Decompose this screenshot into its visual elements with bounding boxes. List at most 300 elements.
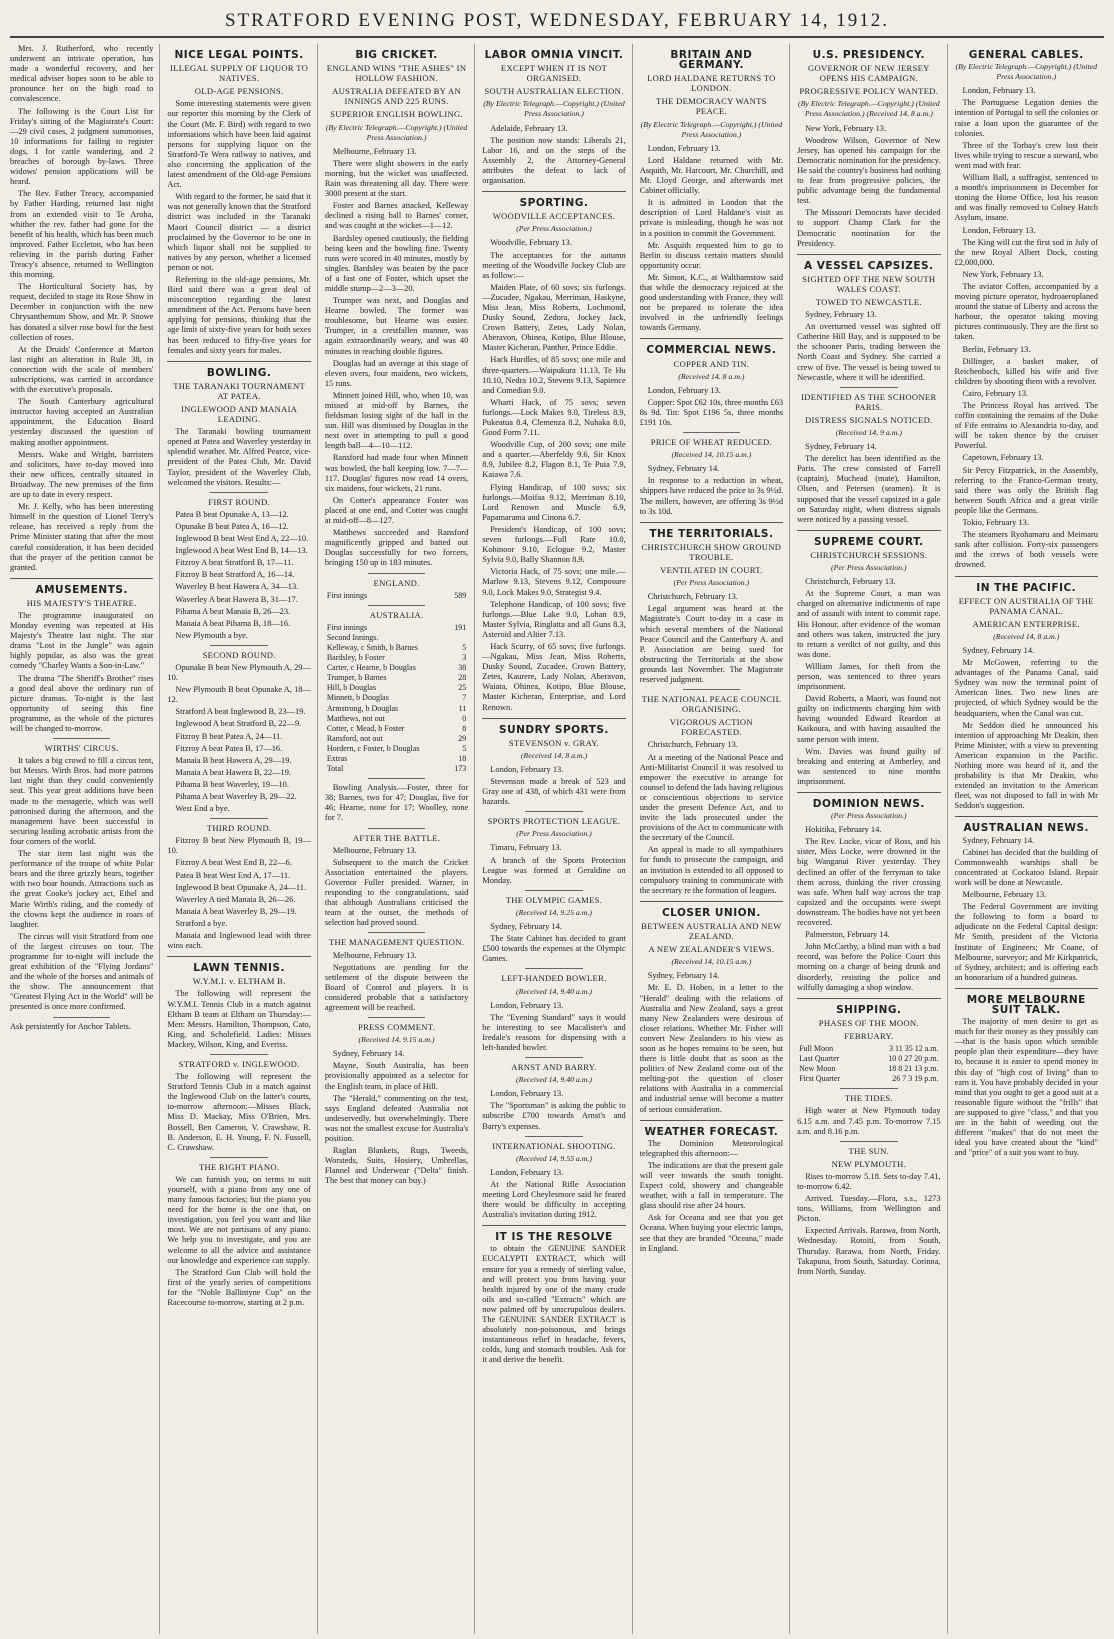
sub-heading: AUSTRALIA DEFEATED BY AN INNINGS AND 225 RUNS. [332,86,461,107]
sub-heading: ARNST AND BARRY. [511,1062,597,1073]
result-line: Fitzroy B beat Patea A, 24—11. [175,731,283,741]
table-row [325,633,468,643]
table-row [325,623,468,633]
article-paragraph: London, February 13. [647,385,721,395]
article-paragraph: Foster and Barnes attacked, Kelleway declined a rising ball to Barnes' corner, and was caught at the wicket—1—12. [324,201,469,231]
sub-heading: THE MANAGEMENT QUESTION. [328,937,465,948]
article-paragraph: Wharti Hack, of 75 sovs; seven furlongs.—Lock Makes 9.0, Tireless 8.9, Pukeatua 8.4, Clemenza 8.2, Nuhaka 8.0, Good Form 7.11. [482,397,626,438]
article-paragraph: On Cotter's appearance Foster was placed at one end, and Cotter was caught at mid-off—8—127. [324,495,469,526]
section-rule [797,792,940,793]
short-rule [53,1017,110,1018]
article-paragraph: The "Herald," commenting on the test, says England defeated Australia not undeservedly, but overwhelmingly. There was not the smallest excuse for Australia's position. [324,1093,469,1143]
dateline-credit: (By Electric Telegraph.—Copyright.) (United Press Association.) (Received 14, 8 a.m.) [798,99,940,119]
article-paragraph: The drama "The Sheriff's Brother" rises a good deal above the ordinary run of picture dramas. To-night is the last opportunity of seeing this fine programme, as the whole of the pictures will be changed to-morrow. [10,673,154,733]
section-rule [797,254,940,255]
sub-heading: PHASES OF THE MOON. [818,1017,919,1028]
table-cell: 11 [458,703,467,713]
result-line: Manaia A beat Hawera B, 22—19. [175,767,292,777]
table-cell: 3 [462,653,467,663]
article-paragraph: Berlin, February 13. [962,344,1031,354]
table-cell: Cotter, c Mead, b Foster [326,723,405,733]
result-line: Fitzroy B beat Stratford A, 16—14. [175,570,295,580]
section-heading: GENERAL CABLES. [968,49,1084,61]
short-rule [525,1057,582,1058]
table-row [325,663,468,673]
article-paragraph: New York, February 13. [962,269,1044,279]
result-line: Opunake B beat New Plymouth A, 29—10. [167,662,311,683]
section-rule [797,530,940,531]
sub-heading: CHRISTCHURCH SHOW GROUND TROUBLE. [641,541,782,562]
column-7 [955,44,1104,1634]
sub-heading: ENGLAND WINS "THE ASHES" IN HOLLOW FASHION. [326,63,467,84]
article-paragraph: Woodville, February 13. [490,238,572,248]
article-paragraph: The following is the Court List for Friday's sitting of the Magistrate's Court:—29 civil cases, 2 judgment summonses, 10 informations for failing to register dogs, 1 for cattle wandering, and 2 breaches of borough by-laws. Three widows' pension applications will be heard. [10,106,154,187]
sub-heading: PROGRESSIVE POLICY WANTED. [799,86,939,97]
table-row [797,1074,940,1084]
score-table [797,1044,940,1084]
sub-heading: THE TIDES. [844,1093,893,1104]
table-row [325,714,468,724]
result-line: Fitzroy B beat New Plymouth B, 19—10. [167,836,311,856]
article-paragraph: Flying Handicap, of 100 sovs; six furlongs.—Moifaa 9.12, Merriman 8.10, Lord Renown and Muscle 6.9, Papamarama and Cinona 6.7. [482,482,626,522]
sub-heading: SUPERIOR ENGLISH BOWLING. [330,109,463,120]
article-paragraph: Raglan Blankets, Rugs, Tweeds, Worsteds, Suits, Hosiery, Umbrellas, Flannel and Underwear ("Delta" finish. The best that money can buy.) [324,1146,469,1186]
dateline-credit: (By Electric Telegraph.—Copyright.) (United Press Association.) [955,62,1098,82]
article-paragraph: Matthews succeeded and Ransford magnificently gripped and batted out Douglas successfully for two forcers, bringing 150 up in 183 minutes. [324,528,469,568]
section-rule [482,191,625,192]
article-paragraph: Christchurch, February 13. [805,577,896,587]
article-paragraph: Some interesting statements were given our reporter this morning by the Clerk of the Court (Mr. F. Bird) with regard to two informations which have been laid against persons for supplying liquor on the Stratford-Te Wera railway to natives, and also concerning the application of the latest amendment of the Old-age Pensions Act. [167,99,311,190]
sub-heading: THE RIGHT PIANO. [198,1161,280,1172]
article-paragraph: The Princess Royal has arrived. The coffin containing the remains of the Duke of Fife entrains to Alexandria to-day, and will be taken thence by the cruiser Powerful. [954,401,1098,451]
short-rule [683,432,740,433]
sub-heading: CHRISTCHURCH SESSIONS. [810,549,928,560]
section-heading: SUNDRY SPORTS. [499,723,609,736]
article-paragraph: Ransford had made four when Minnett was bowled, the ball keeping low. 7—7—117. Douglas' figures now read 14 overs, six maidens, four wickets, 21 runs. [324,453,469,493]
table-cell: Hordern, c Foster, b Douglas [326,743,420,753]
article-paragraph: Sir Percy Fitzpatrick, in the Assembly, referring to the Franco-German treaty, said there was only the British flag between South Africa and a great virile people like the Germans. [954,465,1098,515]
sub-heading: IDENTIFIED AS THE SCHOONER PARIS. [801,391,937,412]
sub-heading: THE TARANAKI TOURNAMENT AT PATEA. [173,380,306,401]
sub-heading: DISTRESS SIGNALS NOTICED. [805,414,933,425]
article-paragraph: Palmerston, February 14. [805,930,890,940]
article-paragraph: Mr. E. D. Hoben, in a letter to the "Herald" dealing with the relations of Australia and New Zealand, says a great many New Zealanders were desirous of closer relations. Whether Mr. Fisher will convert New Zealanders to his view as soon as he hopes remains to be seen, but there is little doubt that as soon as the politics of New Zealand come out of the melting-pot the question of closer relations with Australia in a commercial and industrial sense will become a matter of serious consideration. [639,983,784,1114]
result-line: Pihama A beat Waverley B, 29—22. [175,792,297,801]
table-cell: First Quarter [799,1074,841,1084]
article-paragraph: William Ball, a suffragist, sentenced to a month's imprisonment in December for stoning the Home Office, lost his reason and was finally removed to Colney Hatch Asylum, insane. [954,173,1098,223]
article-paragraph: An appeal is made to all sympathisers for funds to prosecute the campaign, and an invitation is extended to all opposed to compulsory training to communicate with the secretary re the formation of leagues. [639,845,784,895]
table-cell: 25 [458,683,467,693]
article-paragraph: The star item last night was the performance of the troupe of white Polar bears and the three grizzly bears, together with two boar hounds. Attractions such as the great Cooke's jockey act, Ethel and Marie Wirth's riding, and the comedy of the clowns kept the audience in roars of laughter. [10,849,154,929]
result-line: Stratford A beat Inglewood B, 23—19. [175,707,306,717]
section-heading: MORE MELBOURNE SUIT TALK. [966,993,1086,1016]
article-paragraph: Rises to-morrow 5.18. Sets to-day 7.41, to-morrow 6.42. [797,1171,941,1191]
article-paragraph: The State Cabinet has decided to grant £500 towards the expenses at the Olympic Games. [482,934,626,964]
sub-heading: WOODVILLE ACCEPTANCES. [492,211,616,222]
sub-heading: THE SUN. [848,1145,890,1156]
article-paragraph: The Rev. Locke, vicar of Ross, and his sister, Miss Locke, were drowned in the big Wanganui River yesterday. They declined an offer of the ferryman to take them across, thinking the river crossing was safe. When half way across the trap capsized and the occupants were swept downstream. The bodies have not yet been recovered. [797,837,941,928]
article-paragraph: Mr. Simon, K.C., at Walthamstow said that while the democracy rejoiced at the good understanding with France, they will not be prepared to tolerate the idea involved in the unfriendly feelings towards Germany. [639,272,784,333]
article-paragraph: Mrs. J. Rutherford, who recently underwent an intricate operation, has made a wonderful recovery, and her medical adviser hopes soon to be able to pronounce her on the high road to convalescence. [10,44,154,104]
result-line: Manaia and Inglewood lead with three wins each. [167,931,311,951]
dateline-credit: (By Electric Telegraph.—Copyright.) (United Press Association.) [640,119,783,139]
article-paragraph: London, February 13. [490,1089,564,1099]
table-cell: Matthews, not out [326,713,385,723]
article-paragraph: David Roberts, a Maori, was found not guilty on indictments charging him with having wounded Edward Reardon at Kaikoura, and with having assaulted the same person with intent. [797,694,941,744]
article-paragraph: London, February 13. [490,1167,564,1177]
table-cell: First innings [326,622,368,632]
article-paragraph: Sydney, February 14. [962,645,1035,655]
article-paragraph: Hokitika, February 14. [805,825,882,835]
table-cell: Full Moon [799,1043,834,1053]
dateline-credit: (Received 14, 9 a.m.) [835,428,902,437]
result-line: Manaia A beat Pihama B, 18—16. [175,618,291,628]
sub-heading: FEBRUARY. [844,1030,894,1041]
article-paragraph: Woodrow Wilson, Governor of New Jersey, has opened his campaign for the Democratic nomination for the presidency. He said the country's business had nothing to fear from progressive policies, the public advantage being the fundamental test. [797,135,941,206]
sub-heading: COPPER AND TIN. [673,358,750,369]
article-paragraph: The acceptances for the autumn meeting of the Woodville Jockey Club are as follow:— [482,250,626,280]
article-paragraph: London, February 13. [647,143,721,153]
short-rule [840,387,897,388]
score-table [325,623,468,774]
article-paragraph: Three of the Torbay's crew lost their lives while trying to rescue a steward, who went mad with fear. [954,140,1098,170]
sub-heading: NEW PLYMOUTH. [831,1158,907,1169]
short-rule [210,645,267,646]
column-6 [797,44,947,1634]
article-paragraph: Legal argument was heard at the Magistrate's Court to-day in a case in which several members of the National Peace Council and the Canterbury A. and P. Association are being sued for obstructing the Territorials at the show grounds last November. The Magistrate reserved judgment. [639,604,784,684]
column-1 [10,44,160,1634]
sub-heading: EXCEPT WHEN IT IS NOT ORGANISED. [500,63,608,84]
short-rule [525,968,582,969]
section-heading: IN THE PACIFIC. [976,581,1077,594]
sub-heading: TOWED TO NEWCASTLE. [815,296,922,307]
section-rule [640,522,783,523]
table-row [325,704,468,714]
table-cell: Kelleway, c Smith, b Barnes [326,642,418,652]
sub-heading: LEFT-HANDED BOWLER. [501,973,607,984]
dateline-credit: (By Electric Telegraph.—Copyright.) (United Press Association.) [483,99,625,119]
article-paragraph: The position now stands: Liberals 21, Labor 16, and on the steps of the Assembly 2, the Attorney-General attributes the defeat to lack of organisation. [482,135,626,186]
article-paragraph: The "Evening Standard" says it would be interesting to see Macalister's and Iredale's reasons for dispensing with a left-handed bowler. [482,1012,626,1052]
dateline-credit: (Received 14, 9.40 a.m.) [515,986,592,996]
article-paragraph: Christchurch, February 13. [647,740,738,750]
result-line: Opunake B beat Patea A, 16—12. [175,521,289,531]
article-paragraph: Tokio, February 13. [962,518,1029,528]
article-paragraph: London, February 13. [490,764,564,774]
sub-heading: INTERNATIONAL SHOOTING. [492,1140,616,1151]
short-rule [525,890,582,891]
table-cell: Armstrong, b Douglas [326,703,399,713]
table-row [325,643,468,653]
section-rule [167,361,310,362]
table-cell: 173 [454,764,467,774]
article-paragraph: High water at New Plymouth today 6.15 a.m. and 7.45 p.m. To-morrow 7.15 a.m. and 8.16 p.m. [797,1106,941,1136]
short-rule [368,932,425,933]
section-heading: WEATHER FORECAST. [644,1125,779,1138]
sub-heading: STRATFORD v. INGLEWOOD. [178,1058,300,1069]
result-line: Manaia B beat Hawera A, 29—19. [175,755,292,765]
sub-heading: PRESS COMMENT. [358,1022,436,1033]
dateline-credit: (Per Press Association.) [831,563,907,573]
short-rule [210,492,267,493]
short-rule [368,828,425,829]
article-paragraph: Adelaide, February 13. [490,123,568,133]
sub-heading: THE DEMOCRACY WANTS PEACE. [656,96,767,117]
sub-heading: FIRST ROUND. [208,496,270,507]
result-line: Waverley A tied Manaia B, 26—26. [175,894,296,904]
article-paragraph: Melbourne, February 13. [332,950,417,960]
article-paragraph: The Horticultural Society has, by request, decided to stage its Rose Show in December in conjunction with the new Chrysanthemum Show, and Mr. P. Snowe has donated a silver rose bowl for the best collection of roses. [10,282,154,342]
result-line: Waverley A beat Hawera B, 31—17. [175,594,298,604]
dateline-credit: (Received 14, 8 a.m.) [678,371,745,381]
article-paragraph: At a meeting of the National Peace and Anti-Militarist Council it was resolved to empower the executive to arrange for counsel to defend the lads having religious or conscientious objections to service under the present Defence Act, and to invite the lads prosecuted under the provisions of the Act to communicate with the secretary of the Council. [639,752,784,843]
article-paragraph: Sydney, February 14. [647,464,720,474]
dateline-credit: (Per Press Association.) [516,224,592,234]
section-heading: THE TERRITORIALS. [649,527,774,540]
table-cell: Last Quarter [799,1054,840,1064]
sub-heading: VIGOROUS ACTION FORECASTED. [669,717,753,738]
article-paragraph: Sydney, February 13. [805,310,877,320]
section-rule [167,956,310,957]
table-row [797,1044,940,1054]
article-paragraph: to obtain the GENUINE SANDER EUCALYPTI EXTRACT, which will ensure for you a remedy of sterling value, and will protect you from having your health injured by one of the many crude oils and so-called "Extracts" which are now palmed off by unscrupulous dealers. The GENUINE SANDER EXTRACT is absolutely non-poisonous, and brings instantaneous relief in headache, fevers, colds, lung and stomach troubles. Ask for it and derive the benefit. [482,1244,626,1365]
article-paragraph: The Dominion Meteorological telegraphed this afternoon:— [639,1138,784,1158]
sub-heading: W.Y.M.I. v. ELTHAM B. [192,976,286,987]
article-paragraph: It takes a big crowd to fill a circus tent, but Messrs. Wirth Bros. had more patrons last night than they could conveniently seat. This year great additions have been made to the menagerie, which was well patronised during the afternoon, and the management have been successful in securing leading acrobatic artists from the four corners of the world. [10,756,154,846]
article-paragraph: Referring to the old-age pensions, Mr. Bird said there was a great deal of misconception regarding the latest amendment of the Act. Persons have been applying for pensions, thinking that the age limit of sixty-five years for both sexes has been reduced to fifty-five years for females and sixty years for males. [167,274,311,355]
table-cell: 26 7 3 19 p.m. [892,1074,939,1084]
table-row [325,754,468,764]
section-rule [482,718,625,719]
article-paragraph: The Stratford Gun Club will hold the first of the yearly series of competitions for the "Noble Ballintyne Cup" on the Racecourse to-morrow, starting at 2 p.m. [167,1267,311,1308]
table-row [325,673,468,683]
table-row [325,683,468,693]
sub-heading: THIRD ROUND. [206,823,272,834]
table-row [325,734,468,744]
article-paragraph: Stevenson made a break of 523 and Gray one of 438, of which 431 were from hazards. [482,777,626,807]
section-heading: U.S. PRESIDENCY. [812,49,926,61]
column-4 [482,44,632,1634]
article-paragraph: The Rev. Father Treacy, accompanied by Father Harding, returned last night from an extended visit to Te Aroha, whither the rev. father had gone for the benefit of his health, which has been much improved. Father Eccleton, who has been relieving in the parish during Father Treacy's absence, returned to Wellington this morning. [10,189,154,280]
article-paragraph: Ask for Oceana and see that you get Oceana. When buying your electric lamps, see that they are branded "Oceana," made in England. [639,1213,784,1253]
section-heading: SHIPPING. [836,1003,902,1016]
section-heading: COMMERCIAL NEWS. [646,344,777,357]
sub-heading: HIS MAJESTY'S THEATRE. [26,597,137,608]
dateline-credit: (Received 14, 8 a.m.) [520,750,588,760]
article-paragraph: Christchurch, February 13. [647,592,738,602]
table-cell: First innings [326,590,368,600]
section-rule [955,816,1098,817]
sub-heading: BETWEEN AUSTRALIA AND NEW ZEALAND. [641,920,782,942]
article-paragraph: London, February 13. [490,1000,564,1010]
article-paragraph: Mr. Asquith requested him to go to Berlin to discuss certain matters should opportunity occur. [639,240,784,270]
table-cell: 191 [454,622,467,632]
article-paragraph: London, February 13. [962,225,1036,235]
article-paragraph: The King will cut the first sod in July of the new Royal Albert Dock, costing £2,000,000. [954,237,1098,267]
result-line: Waverley B beat Hawera A, 34—13. [175,582,299,592]
result-line: Manaia A beat Waverley B, 29—19. [175,906,297,916]
dateline-credit: (Per Press Association.) [516,829,592,839]
result-line: Pihama A beat Manaia B, 26—23. [175,606,291,616]
dateline-credit: (By Electric Telegraph.—Copyright.) (United Press Association.) [325,122,468,142]
table-cell: Trumper, b Barnes [326,673,387,683]
table-cell: 7 [462,693,467,703]
short-rule [53,738,110,739]
short-rule [210,818,267,819]
article-paragraph: Bardsley opened cautiously, the fielding being keen and the bowling fine. Twenty runs were scored in 40 minutes, mostly by singles. Bardsley was beaten by the pace of a fast one of Foster, which upset the middle stump—2—3—20. [324,233,469,293]
table-row [325,744,468,754]
article-paragraph: Copper: Spot £62 10s, three months £63 8s 9d. Tin: Spot £196 5s, three months £191 10s. [639,397,784,427]
table-cell: 18 8 21 13 p.m. [888,1064,939,1074]
result-line: Inglewood A beat West End B, 14—13. [175,546,308,556]
result-line: West End a bye. [175,804,230,814]
article-paragraph: Arrived. Tuesday.—Flora, s.s., 1273 tons, Williams, from Wellington and Picton. [797,1194,941,1224]
sub-heading: INGLEWOOD AND MANAIA LEADING. [180,404,298,425]
article-paragraph: President's Handicap, of 100 sovs; seven furlongs.—Full Rate 10.0, Kohinoor 9.10, Eclogue 9.2, Master Sylvia 9.0, Bally Shannon 8.9. [482,524,626,565]
section-rule [482,1225,625,1226]
masthead: STRATFORD EVENING POST, WEDNESDAY, FEBRUARY 14, 1912. [10,6,1104,38]
article-paragraph: London, February 13. [962,86,1036,96]
sub-heading: GOVERNOR OF NEW JERSEY OPENS HIS CAMPAIGN. [807,63,930,84]
short-rule [683,689,740,690]
result-line: Pihama B beat Waverley, 19—10. [175,779,289,789]
short-rule [210,1054,267,1055]
article-paragraph: Timaru, February 13. [490,843,562,853]
article-paragraph: The derelict has been identified as the Paris. The crew consisted of Farrell (captain), Muchead (mate), Hamilton, Olsen, and Petersen (seamen). It is supposed that the vessel capsized in a gale on Saturday night, when distress signals were noticed by a passing vessel. [797,454,941,524]
dateline-credit: (Received 14, 9.55 a.m.) [515,1153,592,1163]
article-paragraph: The programme inaugurated on Monday evening was repeated at His Majesty's Theatre last night. The star drama "Lost in the Jungle" was again highly popular, as also was the great comedy "Charley Wants a Son-in-Law." [10,610,154,671]
article-paragraph: In response to a reduction in wheat, shippers have reduced the price to 3s 9½d. The millers, however, are offering 3s 9½d to 3s 10d. [639,476,784,516]
sub-heading: PRICE OF WHEAT REDUCED. [650,437,772,448]
article-paragraph: We can furnish you, on terms to suit yourself, with a piano from any one of many famous factories; but the piano you need for the home is the one that, on investigation, you feel you want and like most. We are not partisans of any piano. We help you to investigate, and you are welcome to all the advice and assistance our knowledge and experience can supply. [167,1174,311,1265]
result-line: Inglewood A beat Stratford B, 22—9. [175,719,302,729]
sub-heading: AMERICAN ENTERPRISE. [972,618,1080,629]
article-paragraph: Trumper was next, and Douglas and Hearne bowled. The former was troublesome, but Hearne was easier. Trumper, in a crestfallen manner, was again extraordinarily weary, and was 40 minutes in reaching double figures. [324,296,469,356]
table-cell: Minnett, b Douglas [326,693,389,703]
article-paragraph: Sydney, February 14. [490,922,562,932]
table-cell: 18 [458,754,467,763]
section-heading: A VESSEL CAPSIZES. [804,259,934,272]
article-paragraph: Negotiations are pending for the settlement of the dispute between the Board of Control and players. It is considered probable that a satisfactory agreement will be reached. [324,962,469,1012]
article-paragraph: The Taranaki bowling tournament opened at Patea and Waverley yesterday in splendid weather. Mr. Alfred Pearce, vice-president of the Patea Club, Mr. David Taylor, president of the Waverley Club, welcomed the visitors. Results:— [167,427,311,487]
dateline-credit: (Per Press Association.) [673,578,750,588]
section-rule [955,576,1098,577]
article-paragraph: Wm. Davies was found guilty of breaking and entering at Amberley, and was sentenced to nine months imprisonment. [797,746,941,786]
article-paragraph: John McCarthy, a blind man with a bad record, was before the Police Court this morning on a charge of being drunk and disorderly, resisting the police and wilfully damaging a shop window. [797,942,941,992]
sub-heading: WIRTHS' CIRCUS. [44,743,119,754]
sub-heading: SIGHTED OFF THE NEW SOUTH WALES COAST. [802,273,936,294]
article-paragraph: Hack Scurry, of 65 sovs; five furlongs.—Ngakau, Miss Jean, Miss Roberts, Dusky Sound, Zucadee, Crown Battery, Zetes, Kaurere, Lady Nolan, Aberavon, Waiata, Ohinea, Kotipo, Blue Blouse, Master Kicheran, Enterprise, and Lord Renown. [482,641,626,712]
dateline-credit: (Received 14, 10.15 a.m.) [671,450,752,460]
section-heading: BOWLING. [206,366,272,379]
dateline-credit: (Received 14, 8 a.m.) [993,631,1060,641]
short-rule [525,811,582,812]
sub-heading: ENGLAND. [373,577,420,588]
section-heading: CLOSER UNION. [661,906,761,919]
column-2 [167,44,317,1634]
article-paragraph: There were slight showers in the early morning, but the wicket was unaffected. Rain was threatening all day. There were 3000 present at the start. [324,158,469,199]
result-line: Stratford a bye. [175,918,228,928]
article-paragraph: The indications are that the present gale will veer towards the south tonight. Expect cold, showery and changeable weather, with a fall in temperature. The glass should rise after 24 hours. [639,1160,784,1211]
article-paragraph: Mayne, South Australia, has been provisionally appointed as a selector for the English team, in place of Hill. [324,1061,469,1091]
short-rule [210,1157,267,1158]
result-line: Patea B beat Opunake A, 13—12. [175,509,289,519]
article-paragraph: Telephone Handicap, of 100 sovs; five furlongs.—Blue Lake 9.0, Lohan 8.9, Master Sylvia, Ringlatta and all Guns 8.3, Asteroid and Altier 7.13. [482,599,626,639]
sub-heading: SPORTS PROTECTION LEAGUE. [487,816,621,827]
sub-heading: ILLEGAL SUPPLY OF LIQUOR TO NATIVES. [170,63,309,84]
article-paragraph: Hack Hurdles, of 85 sovs; one mile and three-quarters.—Waipukura 11.13, Te Hu 10.10, Nedra 10.2, Stevens 9.13, Sapience and Comedian 9.0. [482,355,626,395]
article-paragraph: New York, February 13. [805,123,887,133]
article-paragraph: The majority of men desire to get as much for their money as they possibly can—that is the basis upon which sensible people plan their expenditure—they have to, because it is easier to spend money in this day of "high cost of living" than to earn it. You have probably decided in your mind that you ought to get a good suit at a reasonable figure without the "frills" that are supposed to give "class," and that you are in the habit of weeding out the different "makes" that do not meet the ideal you have created about the "kind" and "price" of a suit you want to buy. [954,1017,1098,1158]
article-paragraph: An overturned vessel was sighted off Catherine Hill Bay, and is supposed to be the schooner Paris, trading between the North Coast and Sydney. She carried a crew of five. The vessel is being towed to Newcastle, where it will be identified. [797,322,941,382]
result-line: Patea B beat West End A, 17—11. [175,870,291,880]
table-row [325,724,468,734]
article-paragraph: Dillinger, a basket maker, of Reichenbach, killed his wife and five children by shooting them with a revolver. [954,356,1098,386]
sub-heading: EFFECT ON AUSTRALIA OF THE PANAMA CANAL. [958,595,1094,616]
section-heading: LABOR OMNIA VINCIT. [484,49,624,61]
result-line: Fitzroy A beat Stratford B, 17—11. [175,558,294,568]
article-paragraph: Sydney, February 14. [805,442,877,452]
article-paragraph: The aviator Coffen, accompanied by a moving picture operator, hydroaeroplaned around the statue of Liberty and across the harbour, the operator taking moving pictures continuously. They are the first so taken. [954,281,1098,342]
section-heading: AUSTRALIAN NEWS. [963,822,1089,835]
article-paragraph: Melbourne, February 13. [332,845,417,855]
article-paragraph: The steamers Ryohamaru and Meimaru sank after collision. Forty-six passengers and the crews of both vessels were drowned. [954,530,1098,570]
article-paragraph: The circus will visit Stratford from one of the largest circuses on tour. The programme for to-night will include the great exhibition of the "Flying Jordans" and the whole of the horses and animals of the show. The announcement that "Greatest Flying Act in the World" will be presented is once more confirmed. [10,931,154,1012]
section-rule [797,998,940,999]
article-paragraph: Mr McGowen, referring to the advantages of the Panama Canal, said Sydney was now the terminal point of American lines. Two new lines are projected, of which Sydney would be the headquarters, when the Canal was cut. [954,658,1098,718]
dateline-credit: (Received 14, 9.40 a.m.) [515,1075,592,1085]
table-cell: New Moon [799,1064,836,1074]
section-heading: DOMINION NEWS. [812,798,925,810]
result-line: Inglewood B beat West End A, 22—10. [175,534,309,544]
footnote: Ask persistently for Anchor Tablets. [10,1021,131,1031]
sub-heading: THE NATIONAL PEACE COUNCIL ORGANISING. [641,694,782,715]
article-paragraph: Cabinet has decided that the building of Commonwealth warships shall be concentrated at Cockatoo Island. Repair work will be done at Newcastle. [954,847,1098,887]
table-row [325,591,468,601]
short-rule [368,1017,425,1018]
table-cell [448,633,468,643]
short-rule [368,778,425,779]
article-paragraph: Mr. J. Kelly, who has been interesting himself in the question of Lionel Terry's release, has received a reply from the Prime Minister stating that after the most careful consideration, it has been decided that the prayer of the petition cannot be granted. [10,502,154,572]
table-cell: 5 [462,642,467,652]
article-paragraph: Sydney, February 14. [332,1049,405,1059]
article-paragraph: The Portuguese Legation denies the intention of Portugal to sell the colonies or raise a loan upon the guarantee of the colonies. [954,98,1098,138]
sub-heading: AFTER THE BATTLE. [352,832,441,843]
article-paragraph: Bowling Analysis.—Foster, three for 38; Barnes, two for 47; Douglas, five for 46; Hearne, none for 17; Woolley, none for 7. [324,783,469,823]
sub-heading: OLD-AGE PENSIONS. [194,86,284,97]
article-paragraph: Cairo, February 13. [962,388,1029,398]
short-rule [840,1088,897,1089]
section-heading: NICE LEGAL POINTS. [174,49,304,61]
result-line: Fitzroy A beat Patea B, 17—16. [175,743,283,753]
article-paragraph: Sydney, February 14. [647,971,720,981]
sub-heading: STEVENSON v. GRAY. [508,737,600,748]
article-paragraph: With regard to the former, he said that it was not generally known that the Stratford district was included in the Taranaki Maori Council district — a district proclaimed by the Governor to be one in which liquor shall not be supplied to natives by any person, whether a licensed person or not. [167,192,311,272]
result-line: New Plymouth a bye. [175,630,248,640]
article-paragraph: Melbourne, February 13. [962,890,1047,900]
table-cell: 29 [458,733,467,743]
short-rule [840,1141,897,1142]
sub-heading: AUSTRALIA. [369,609,424,620]
article-paragraph: William James, for theft from the person, was sentenced to three years imprisonment. [797,661,941,692]
section-rule [10,578,153,579]
result-line: Fitzroy A beat West End B, 22—6. [175,858,292,868]
article-paragraph: Woodville Cup, of 200 sovs; one mile and a quarter.—Aberfeldy 9.6, Sir Knox 8.9, Jubilee 8.2, Flagon 8.1, Te Puia 7.9, Kaiawa 7.6. [482,440,626,480]
short-rule [368,605,425,606]
article-paragraph: The Missouri Democrats have decided to support Champ Clark for the Democratic nomination for the Presidency. [797,208,941,248]
table-cell: 28 [458,673,467,683]
result-line: New Plymouth B beat Opunake A, 18—12. [167,685,311,705]
